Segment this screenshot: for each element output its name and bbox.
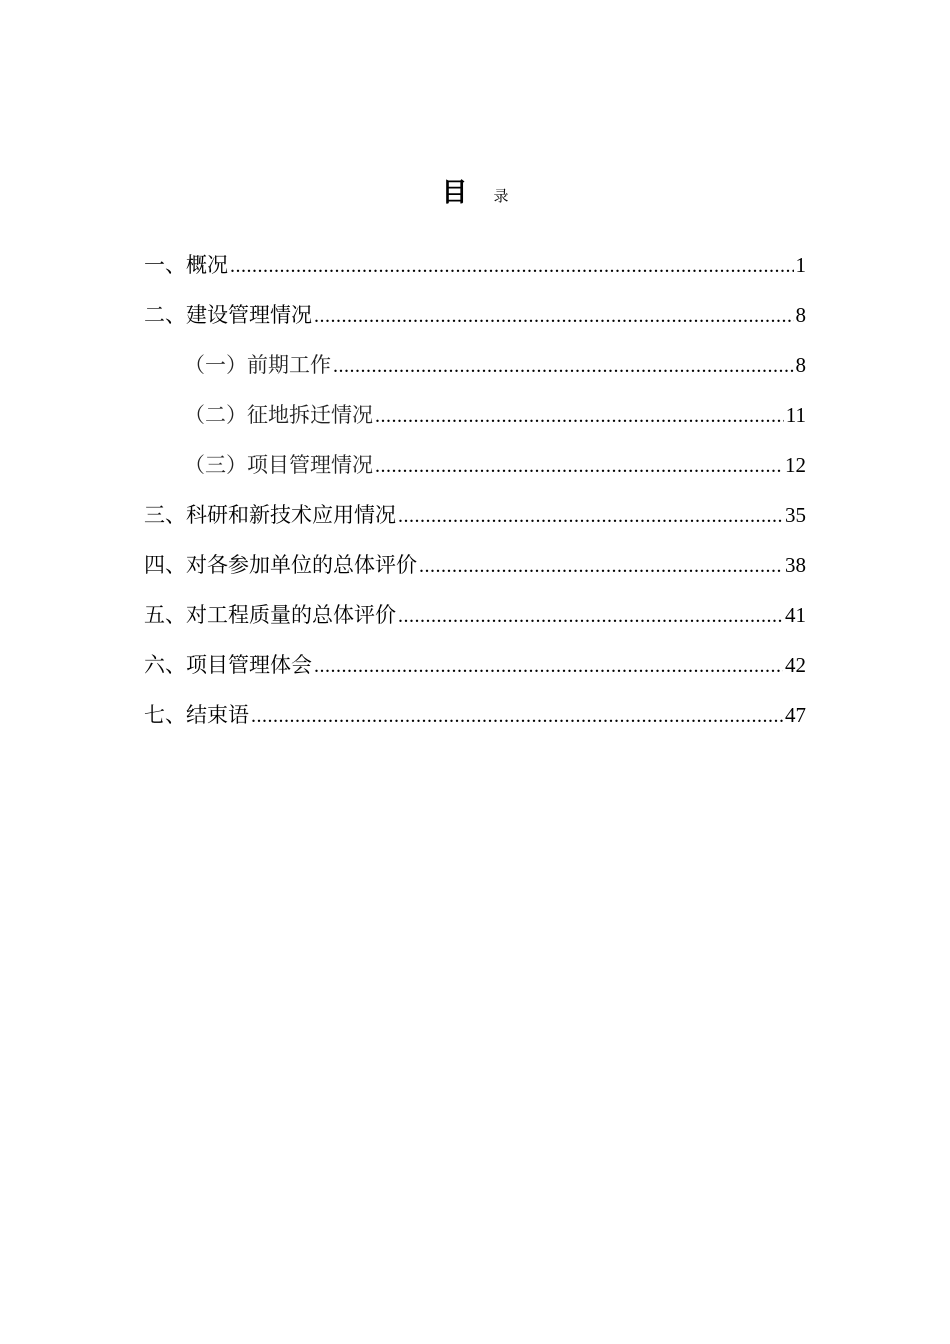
toc-entry-preliminary-work[interactable] [144,348,806,398]
toc-entry-land-acquisition[interactable] [144,398,806,448]
toc-page-number: 38 [785,553,806,577]
toc-page-number: 12 [785,453,806,477]
toc-entry-label: 七、结束语 [144,703,249,727]
toc-entry-construction-management[interactable] [144,298,806,348]
toc-heading-sub: 录 [493,187,509,205]
toc-page-number: 47 [785,703,806,727]
toc-entry-project-management[interactable] [144,448,806,498]
toc-page-number: 11 [785,403,806,427]
toc-dot-leader [375,449,783,483]
toc-entry-label: 四、对各参加单位的总体评价 [144,553,417,577]
toc-heading [0,172,950,209]
table-of-contents [144,248,806,748]
toc-dot-leader [398,599,783,633]
toc-dot-leader [251,699,783,733]
toc-entry-label: （三）项目管理情况 [184,453,373,477]
toc-dot-leader [314,299,794,333]
toc-dot-leader [375,399,784,433]
toc-entry-research-technology[interactable] [144,498,806,548]
toc-entry-label: 五、对工程质量的总体评价 [144,603,396,627]
toc-entry-label: （一）前期工作 [184,353,331,377]
toc-entry-management-experience[interactable] [144,648,806,698]
toc-entry-label: 二、建设管理情况 [144,303,312,327]
toc-entry-overview[interactable] [144,248,806,298]
toc-heading-main: 目 [441,178,468,208]
toc-dot-leader [314,649,783,683]
toc-page-number: 8 [795,303,806,327]
toc-page-number: 41 [785,603,806,627]
toc-entry-conclusion[interactable] [144,698,806,748]
toc-entry-label: 一、概况 [144,253,228,277]
toc-dot-leader [398,499,783,533]
toc-dot-leader [419,549,783,583]
toc-entry-quality-evaluation[interactable] [144,598,806,648]
toc-entry-label: （二）征地拆迁情况 [184,403,373,427]
toc-page-number: 42 [785,653,806,677]
toc-dot-leader [333,349,794,383]
toc-entry-label: 三、科研和新技术应用情况 [144,503,396,527]
toc-entry-label: 六、项目管理体会 [144,653,312,677]
toc-page-number: 8 [795,353,806,377]
toc-page-number: 35 [785,503,806,527]
toc-page-number: 1 [795,253,806,277]
toc-entry-participant-evaluation[interactable] [144,548,806,598]
toc-dot-leader [230,249,794,283]
